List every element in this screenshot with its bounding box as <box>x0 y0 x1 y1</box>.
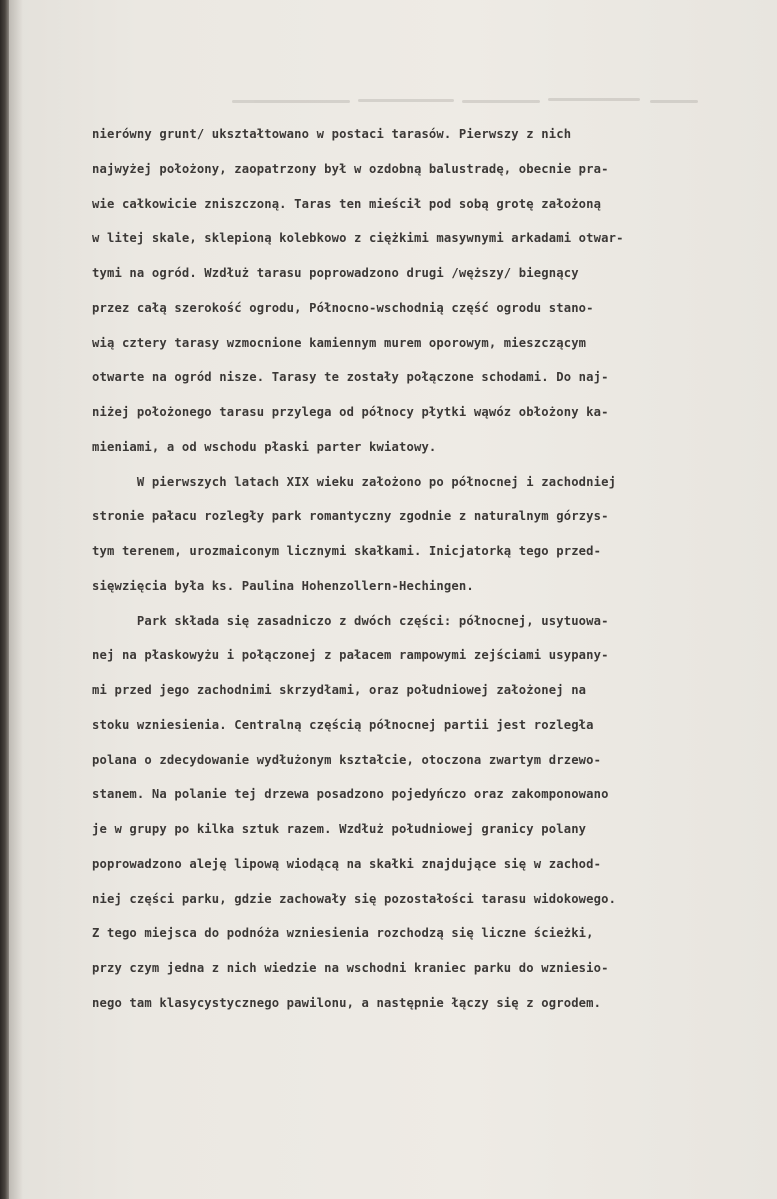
text-line: stoku wzniesienia. Centralną częścią północnej partii jest rozległa <box>92 717 594 732</box>
text-line: tymi na ogród. Wzdłuż tarasu poprowadzono drugi /węższy/ biegnący <box>92 266 579 280</box>
text-line: je w grupy po kilka sztuk razem. Wzdłuż południowej granicy polany <box>92 822 587 836</box>
text-line: w litej skale, sklepioną kolebkowo z ciężkimi masywnymi arkadami otwar- <box>92 231 624 246</box>
text-line: wią cztery tarasy wzmocnione kamiennym murem oporowym, mieszczącym <box>92 335 587 350</box>
page-binding-edge <box>0 0 9 1199</box>
text-line: stronie pałacu rozległy park romantyczny zgodnie z naturalnym górzys- <box>92 509 609 524</box>
text-line: najwyżej położony, zaopatrzony był w ozdobną balustradę, obecnie pra- <box>92 161 609 176</box>
text-line: mi przed jego zachodnimi skrzydłami, oraz południowej założonej na <box>92 683 587 697</box>
text-line: sięwzięcia była ks. Paulina Hohenzollern-Hechingen. <box>92 578 474 593</box>
text-line: nego tam klasycystycznego pawilonu, a następnie łączy się z ogrodem. <box>92 995 602 1010</box>
paragraph-start-line: Park składa się zasadniczo z dwóch części: północnej, usytuowa- <box>92 613 609 628</box>
text-line: otwarte na ogród nisze. Tarasy te zostały połączone schodami. Do naj- <box>92 370 609 385</box>
binding-shadow <box>9 0 23 1199</box>
text-line: niżej położonego tarasu przylega od północy płytki wąwóz obłożony ka- <box>92 405 609 419</box>
text-line: przez całą szerokość ogrodu, Północno-wschodnią część ogrodu stano- <box>92 300 594 315</box>
text-line: tym terenem, urozmaiconym licznymi skałkami. Inicjatorką tego przed- <box>92 544 602 558</box>
text-line: wie całkowicie zniszczoną. Taras ten mieścił pod sobą grotę założoną <box>92 196 602 211</box>
text-line: poprowadzono aleję lipową wiodącą na skałki znajdujące się w zachod- <box>92 856 602 871</box>
text-line: mieniami, a od wschodu płaski parter kwiatowy. <box>92 439 437 454</box>
text-line: przy czym jedna z nich wiedzie na wschodni kraniec parku do wzniesio- <box>92 961 609 975</box>
text-line: stanem. Na polanie tej drzewa posadzono pojedyńczo oraz zakomponowano <box>92 787 609 802</box>
paragraph-start-line: W pierwszych latach XIX wieku założono po północnej i zachodniej <box>92 474 617 489</box>
typed-text-body <box>92 117 732 1021</box>
text-line: Z tego miejsca do podnóża wzniesienia rozchodzą się liczne ścieżki, <box>92 926 594 941</box>
text-line: niej części parku, gdzie zachowały się pozostałości tarasu widokowego. <box>92 891 617 906</box>
text-line: nierówny grunt/ ukształtowano w postaci tarasów. Pierwszy z nich <box>92 127 572 141</box>
text-line: nej na płaskowyżu i połączonej z pałacem rampowymi zejściami usypany- <box>92 648 609 663</box>
text-line: polana o zdecydowanie wydłużonym kształcie, otoczona zwartym drzewo- <box>92 752 602 767</box>
